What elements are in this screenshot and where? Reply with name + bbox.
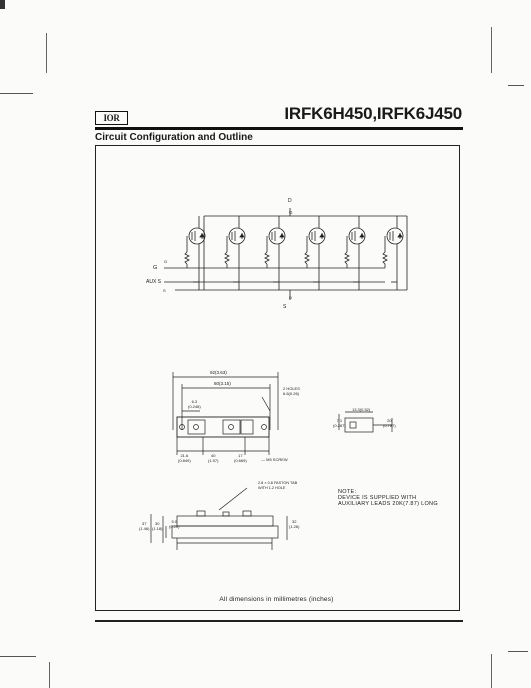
part-number-title: IRFK6H450,IRFK6J450: [284, 104, 462, 123]
mosfet-symbol: [225, 216, 245, 290]
device-note: NOTE: DEVICE IS SUPPLIED WITH AUXILIARY LEADS 20K(7.87) LONG: [338, 489, 438, 508]
outline-top-view: [173, 372, 392, 455]
label-gate: G: [153, 265, 158, 271]
dim-mount-span: 80(3.15): [214, 381, 231, 386]
dim-holes: 2 HOLES 6.6(0.26): [283, 386, 300, 396]
label-source: S: [283, 304, 287, 310]
circuit-schematic: [164, 208, 407, 300]
label-aux-source: AUX S: [146, 279, 162, 285]
mosfet-symbol: [265, 216, 285, 290]
dim-bottom-2: 40 (1.57): [208, 453, 219, 463]
dim-height-2: 30 (1.18): [152, 521, 163, 531]
label-drain: D: [288, 198, 292, 204]
footer-rule: [95, 620, 463, 622]
dim-side-a: 7.1 (0.287): [333, 418, 346, 428]
label-small-g: G: [164, 259, 168, 264]
section-title: Circuit Configuration and Outline: [95, 132, 253, 143]
label-small-s: S: [163, 288, 166, 293]
mosfet-symbol: [345, 216, 365, 290]
mosfet-symbol: [305, 216, 325, 290]
screw-note: — M5 SCREW: [261, 457, 288, 462]
dim-left-offset: 6.3 (0.248): [188, 399, 201, 409]
dim-bottom-1: 21.6 (0.849): [178, 453, 191, 463]
dimension-footnote: All dimensions in millimetres (inches): [219, 596, 334, 603]
ir-logo: IOR: [95, 111, 128, 125]
faston-note: 2.8 × 0.8 FASTON TAB WITH 1.2 HOLE: [258, 481, 298, 490]
mosfet-array: [185, 216, 403, 290]
dim-inner: 5.0 (0.20): [169, 519, 180, 529]
dim-bottom-3: 17 (0.669): [234, 453, 247, 463]
label-gate-small: G: [289, 210, 293, 215]
label-small-d: D: [289, 295, 292, 300]
dim-overall-length: 92(3.63): [210, 370, 227, 375]
dim-right: 32 (1.26): [289, 519, 300, 529]
dim-height-1: 37 (1.46): [139, 521, 150, 531]
dim-width-side: 13.3(0.52): [352, 407, 371, 412]
mosfet-symbol: [185, 216, 205, 290]
mosfet-symbol: [383, 216, 403, 290]
dim-side-b: 20 (0.787): [383, 418, 396, 428]
